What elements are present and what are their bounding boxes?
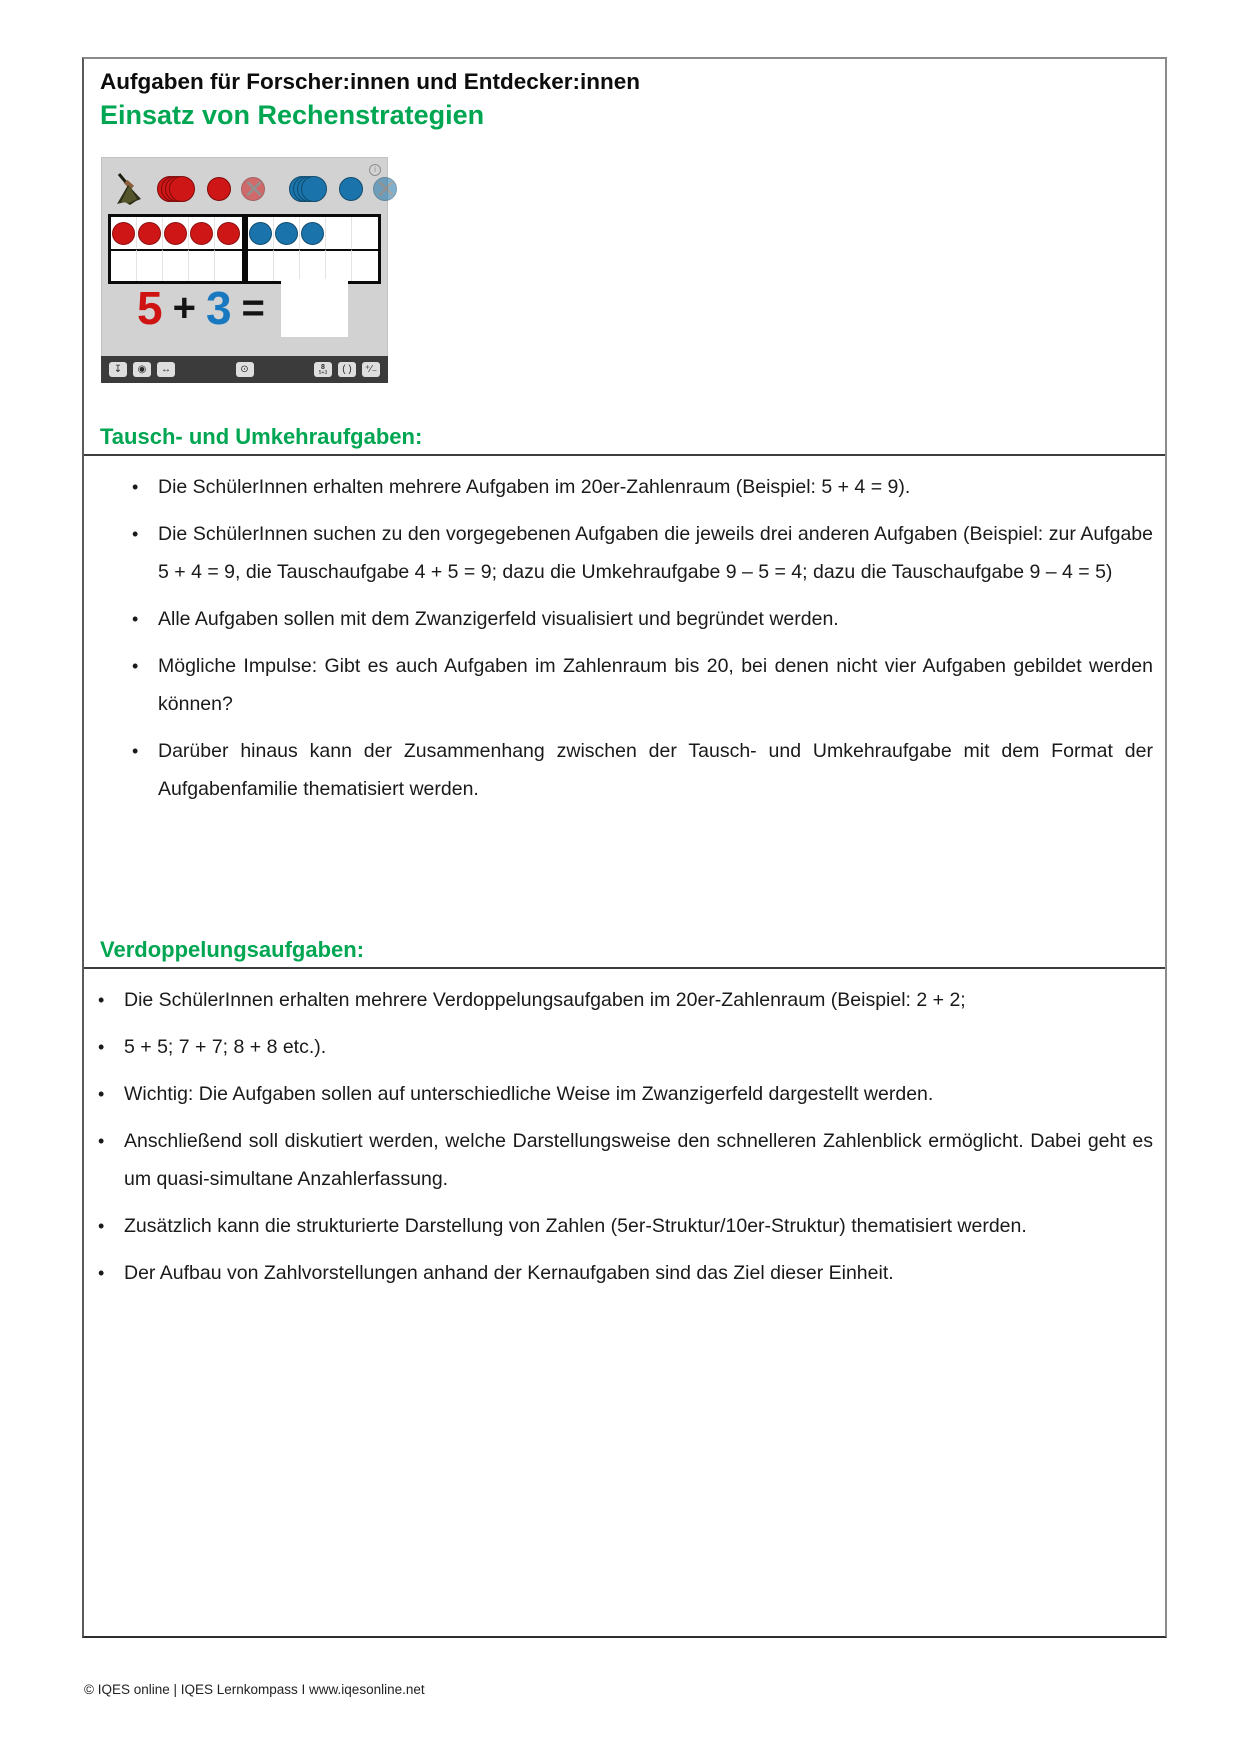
bullet-marker: • <box>98 1216 105 1236</box>
broom-eraser-icon[interactable] <box>115 172 145 206</box>
sections <box>100 423 1153 1292</box>
bullet-item <box>126 600 1153 638</box>
field-cell[interactable] <box>248 217 274 249</box>
red-counter[interactable] <box>207 177 231 201</box>
counter-palette <box>101 169 397 209</box>
equation-row <box>101 278 388 338</box>
field-cell[interactable] <box>215 249 241 281</box>
field-cell[interactable] <box>215 217 241 249</box>
field-cell[interactable] <box>163 249 189 281</box>
bullet-item <box>126 732 1153 808</box>
move-down-icon[interactable]: ↧ <box>109 362 127 377</box>
bullet-text: Wichtig: Die Aufgaben sollen auf unterschiedliche Weise im Zwanzigerfeld dargestellt werden. <box>124 1083 934 1105</box>
bullet-item <box>92 981 1153 1019</box>
equals-sign: = <box>241 286 265 330</box>
field-cell[interactable] <box>274 217 300 249</box>
task-number-icon-sublabel: 5+3 <box>318 369 328 376</box>
field-cell[interactable] <box>189 249 215 281</box>
blue-field-dot[interactable] <box>275 222 298 245</box>
bullet-item <box>92 1254 1153 1292</box>
bullet-text: Alle Aufgaben sollen mit dem Zwanzigerfeld visualisiert und begründet werden. <box>158 608 839 630</box>
bullet-item <box>126 468 1153 506</box>
task-number-icon-label: 8 <box>321 363 325 371</box>
camera-icon[interactable]: ⊙ <box>236 362 254 377</box>
twenty-field-left-half[interactable] <box>108 214 245 284</box>
bullet-item <box>92 1075 1153 1113</box>
bullet-text: 5 + 5; 7 + 7; 8 + 8 etc.). <box>124 1036 327 1058</box>
task-number-icon[interactable] <box>314 362 332 377</box>
blue-counter-stack[interactable] <box>289 175 329 203</box>
bullet-text: Die SchülerInnen erhalten mehrere Aufgaben im 20er-Zahlenraum (Beispiel: 5 + 4 = 9). <box>158 476 911 498</box>
red-field-dot[interactable] <box>190 222 213 245</box>
section-verdoppelung <box>100 936 1153 1292</box>
rotate-brackets-icon[interactable]: ( ) <box>338 362 356 377</box>
bullet-marker: • <box>98 990 105 1010</box>
bullet-list-verdoppelung <box>92 981 1153 1292</box>
blue-counter[interactable] <box>339 177 363 201</box>
red-field-dot[interactable] <box>138 222 161 245</box>
math-app-screenshot <box>101 157 397 383</box>
field-cell[interactable] <box>111 217 137 249</box>
bullet-text: Der Aufbau von Zahlvorstellungen anhand der Kernaufgaben sind das Ziel dieser Einheit. <box>124 1262 894 1284</box>
plus-minus-icon[interactable]: ⁺⁄₋ <box>362 362 380 377</box>
addend-right: 3 <box>205 282 232 334</box>
field-cell[interactable] <box>300 217 326 249</box>
bullet-marker: • <box>98 1131 105 1151</box>
cross-mark-icon: ✕ <box>375 174 397 204</box>
bullet-item <box>126 515 1153 591</box>
red-counter-stack[interactable] <box>157 175 197 203</box>
page-subtitle: Einsatz von Rechenstrategien <box>100 100 485 130</box>
section-tausch <box>100 423 1153 808</box>
blue-field-dot[interactable] <box>249 222 272 245</box>
plus-sign: + <box>172 286 196 330</box>
bullet-text: Die SchülerInnen erhalten mehrere Verdoppelungsaufgaben im 20er-Zahlenraum (Beispiel: 2 + 2; <box>124 989 966 1011</box>
red-field-dot[interactable] <box>112 222 135 245</box>
bullet-marker: • <box>132 609 139 629</box>
field-cell[interactable] <box>326 249 352 281</box>
bullet-item <box>92 1028 1153 1066</box>
app-toolbar <box>101 356 388 383</box>
field-cell[interactable] <box>326 217 352 249</box>
bullet-marker: • <box>98 1084 105 1104</box>
bullet-text: Darüber hinaus kann der Zusammenhang zwischen der Tausch- und Umkehraufgabe mit dem Format der Aufgabenfamilie thematisiert werden. <box>158 740 1153 800</box>
page-title: Aufgaben für Forscher:innen und Entdecker:innen <box>100 69 641 94</box>
section-heading-tausch: Tausch- und Umkehraufgaben: <box>84 423 1165 456</box>
twenty-field-right-half[interactable] <box>245 214 382 284</box>
bullet-text: Zusätzlich kann die strukturierte Darstellung von Zahlen (5er-Struktur/10er-Struktur) thematisiert werden. <box>124 1215 1027 1237</box>
field-cell[interactable] <box>352 217 378 249</box>
blue-counter-crossed[interactable] <box>373 174 397 204</box>
bullet-marker: • <box>98 1263 105 1283</box>
bullet-marker: • <box>132 741 139 761</box>
twenty-field[interactable] <box>108 214 381 284</box>
field-cell[interactable] <box>300 249 326 281</box>
bullet-item <box>92 1207 1153 1245</box>
footer-credit: © IQES online | IQES Lernkompass I www.iqesonline.net <box>84 1682 425 1697</box>
info-icon[interactable]: i <box>369 164 381 176</box>
resize-horizontal-icon[interactable]: ↔ <box>157 362 175 377</box>
field-cell[interactable] <box>137 249 163 281</box>
bullet-marker: • <box>132 656 139 676</box>
bullet-list-tausch <box>126 468 1153 808</box>
red-field-dot[interactable] <box>217 222 240 245</box>
counter-mode-icon[interactable]: ◉ <box>133 362 151 377</box>
field-cell[interactable] <box>163 217 189 249</box>
addend-left: 5 <box>137 282 163 334</box>
bullet-marker: • <box>132 477 139 497</box>
bullet-text: Die SchülerInnen suchen zu den vorgegebenen Aufgaben die jeweils drei anderen Aufgaben (Beispiel: zur Aufgabe 5 + 4 = 9, die Tauschaufgabe 4 + 5 = 9; dazu die Umkehraufgabe 9 – 5 = 4; dazu die Tauschaufgabe 9 – 4 = 5) <box>158 523 1153 583</box>
page-frame <box>82 57 1167 1638</box>
section-heading-verdoppelung: Verdoppelungsaufgaben: <box>84 936 1165 969</box>
field-cell[interactable] <box>248 249 274 281</box>
bullet-marker: • <box>98 1037 105 1057</box>
answer-input[interactable] <box>281 279 348 337</box>
cross-mark-icon: ✕ <box>243 174 265 204</box>
bullet-marker: • <box>132 524 139 544</box>
bullet-item <box>92 1122 1153 1198</box>
red-field-dot[interactable] <box>164 222 187 245</box>
red-counter-crossed[interactable] <box>241 174 265 204</box>
field-cell[interactable] <box>137 217 163 249</box>
bullet-text: Mögliche Impulse: Gibt es auch Aufgaben im Zahlenraum bis 20, bei denen nicht vier Aufgaben gebildet werden können? <box>158 655 1153 715</box>
field-cell[interactable] <box>274 249 300 281</box>
bullet-item <box>126 647 1153 723</box>
bullet-text: Anschließend soll diskutiert werden, welche Darstellungsweise den schnelleren Zahlenblick ermöglicht. Dabei geht es um quasi-simultane Anzahlerfassung. <box>124 1130 1153 1190</box>
field-cell[interactable] <box>111 249 137 281</box>
field-cell[interactable] <box>189 217 215 249</box>
field-cell[interactable] <box>352 249 378 281</box>
blue-field-dot[interactable] <box>301 222 324 245</box>
